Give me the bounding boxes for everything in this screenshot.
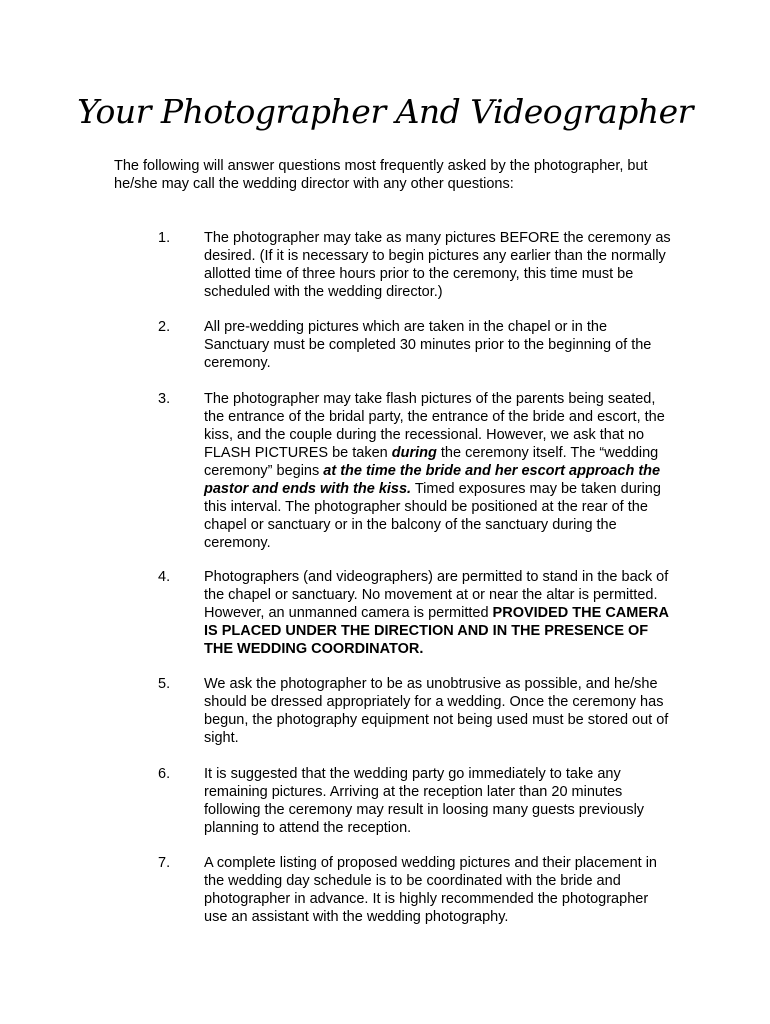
item-text: All pre-wedding pictures which are taken in the chapel or in the Sanctuary must be completed 30 minutes prior to the beginning of the ceremony. bbox=[204, 319, 652, 371]
item-text: We ask the photographer to be as unobtrusive as possible, and he/she should be dressed appropriately for a wedding. Once the ceremony has begun, the photography equipment not being used must be stored out of sight. bbox=[204, 676, 669, 746]
item-number: 2. bbox=[158, 319, 171, 335]
item-text-part: the ceremony itself. The “wedding ceremony” begins bbox=[204, 445, 659, 479]
emphasis-ceremony-definition: at the time the bride and her escort approach the pastor and ends with the kiss. bbox=[204, 463, 661, 497]
intro-paragraph: The following will answer questions most frequently asked by the photographer, but he/she may call the wedding director with any other questions: bbox=[114, 158, 648, 192]
item-text-part: Timed exposures may be taken during this interval. The photographer should be positioned at the rear of the chapel or sanctuary or in the balcony of the sanctuary during the ceremony. bbox=[204, 481, 661, 551]
item-text: It is suggested that the wedding party go immediately to take any remaining pictures. Arriving at the reception later than 20 minutes following the ceremony may result in loosing many guests previously planning to attend the reception. bbox=[204, 766, 645, 836]
item-number: 5. bbox=[158, 676, 171, 692]
item-text: The photographer may take as many pictures BEFORE the ceremony as desired. (If it is necessary to begin pictures any earlier than the normally allotted time of three hours prior to the ceremony, this time must be scheduled with the wedding director.) bbox=[204, 230, 671, 300]
item-number: 1. bbox=[158, 230, 171, 246]
page-title: Your Photographer And Videographer bbox=[77, 92, 693, 131]
item-text-part: The photographer may take flash pictures of the parents being seated, the entrance of the bridal party, the entrance of the bride and escort, the kiss, and the couple during the recessional. However, we ask that no FLASH PICTURES be taken bbox=[204, 391, 665, 461]
emphasis-camera-direction: PROVIDED THE CAMERA IS PLACED UNDER THE DIRECTION AND IN THE PRESENCE OF THE WEDDING COORDINATOR. bbox=[204, 605, 669, 657]
item-text bbox=[204, 568, 674, 658]
item-number: 6. bbox=[158, 766, 171, 782]
item-number: 7. bbox=[158, 855, 171, 871]
item-text bbox=[204, 390, 674, 552]
item-text: A complete listing of proposed wedding pictures and their placement in the wedding day schedule is to be coordinated with the bride and photographer in advance. It is highly recommended the photographer use an assistant with the wedding photography. bbox=[204, 855, 657, 925]
item-text-part: Photographers (and videographers) are permitted to stand in the back of the chapel or sanctuary. No movement at or near the altar is permitted. However, an unmanned camera is permitted bbox=[204, 569, 669, 621]
item-number: 3. bbox=[158, 391, 171, 407]
item-number: 4. bbox=[158, 569, 171, 585]
emphasis-during: during bbox=[391, 445, 437, 461]
